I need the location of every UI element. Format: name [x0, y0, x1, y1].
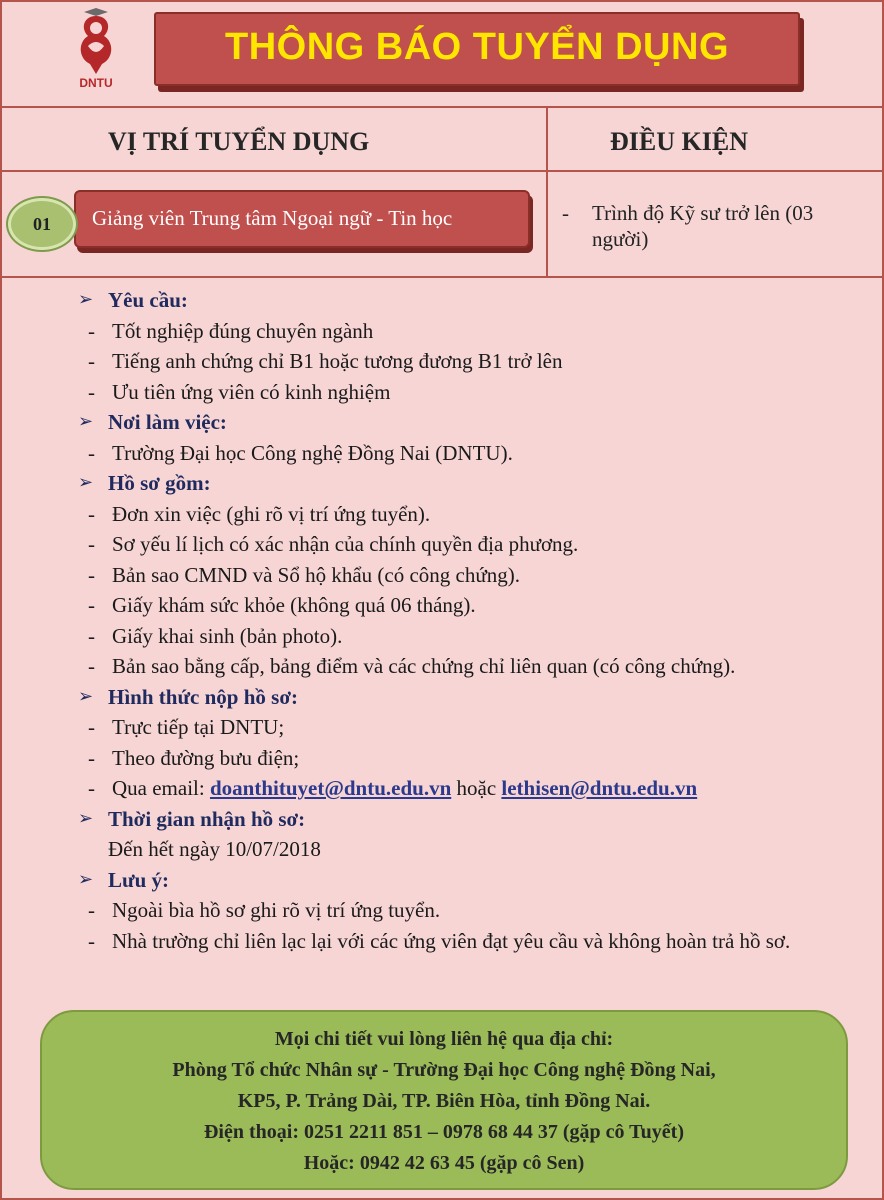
- list-item: - Giấy khám sức khỏe (không quá 06 tháng).: [88, 593, 476, 617]
- contact-phone: Hoặc: 0942 42 63 45 (gặp cô Sen): [303, 1152, 585, 1174]
- svg-text:DNTU: DNTU: [79, 76, 113, 90]
- documents-heading: ➢ Hồ sơ gồm:: [78, 468, 798, 499]
- list-item: - Sơ yếu lí lịch có xác nhận của chính quyền địa phương.: [88, 532, 579, 556]
- title-banner: [154, 12, 800, 86]
- list-item: - Ngoài bìa hồ sơ ghi rõ vị trí ứng tuyển.: [88, 898, 441, 922]
- page-title: THÔNG BÁO TUYỂN DỤNG: [225, 26, 729, 68]
- condition-dash: -: [562, 201, 569, 225]
- deadline-text: Đến hết ngày 10/07/2018: [108, 837, 321, 861]
- condition-column-header: ĐIỀU KIỆN: [610, 127, 748, 156]
- list-item: - Nhà trường chỉ liên lạc lại với các ứng viên đạt yêu cầu và không hoàn trả hồ sơ.: [88, 928, 791, 953]
- requirements-heading: ➢ Yêu cầu:: [78, 285, 798, 316]
- table-bottom-border: [2, 276, 882, 278]
- table-header-divider: [2, 170, 882, 172]
- submission-heading: ➢ Hình thức nộp hồ sơ:: [78, 682, 798, 713]
- notes-heading: ➢ Lưu ý:: [78, 865, 798, 896]
- contact-line: Phòng Tổ chức Nhân sự - Trường Đại học Công nghệ Đồng Nai,: [172, 1059, 716, 1081]
- list-item: - Tiếng anh chứng chỉ B1 hoặc tương đương B1 trở lên: [88, 349, 563, 373]
- table-column-divider: [546, 106, 548, 278]
- deadline-heading: ➢ Thời gian nhận hồ sơ:: [78, 804, 798, 835]
- arrow-bullet-icon: ➢: [78, 807, 94, 829]
- condition-text: Trình độ Kỹ sư trở lên (03 người): [592, 201, 814, 251]
- contact-line: KP5, P. Trảng Dài, TP. Biên Hòa, tỉnh Đồng Nai.: [237, 1090, 651, 1112]
- list-item: - Đơn xin việc (ghi rõ vị trí ứng tuyển).: [88, 501, 431, 526]
- email-link-2[interactable]: lethisen@dntu.edu.vn: [501, 776, 698, 800]
- list-item: - Tốt nghiệp đúng chuyên ngành: [88, 318, 374, 343]
- workplace-heading: ➢ Nơi làm việc:: [78, 407, 798, 438]
- list-item: - Trường Đại học Công nghệ Đồng Nai (DNTU).: [88, 440, 513, 465]
- details-section: [78, 285, 798, 956]
- contact-line: Mọi chi tiết vui lòng liên hệ qua địa chỉ:: [274, 1028, 614, 1050]
- position-title: Giảng viên Trung tâm Ngoại ngữ - Tin học: [92, 206, 453, 230]
- list-item: - Ưu tiên ứng viên có kinh nghiệm: [88, 379, 391, 404]
- position-column-header: VỊ TRÍ TUYỂN DỤNG: [108, 127, 370, 156]
- contact-box: [40, 1010, 848, 1190]
- list-item: - Bản sao bằng cấp, bảng điểm và các chứng chỉ liên quan (có công chứng).: [88, 654, 736, 678]
- row-number-badge: 01: [8, 198, 76, 250]
- arrow-bullet-icon: ➢: [78, 289, 94, 310]
- list-item: - Theo đường bưu điện;: [88, 745, 300, 770]
- logo-emblem-icon: [66, 8, 126, 90]
- dntu-logo: [66, 8, 126, 90]
- contact-phone: Điện thoại: 0251 2211 851 – 0978 68 44 37 (gặp cô Tuyết): [203, 1121, 685, 1143]
- list-item: - Giấy khai sinh (bản photo).: [88, 623, 343, 648]
- arrow-bullet-icon: ➢: [78, 868, 94, 890]
- table-top-border: [2, 106, 882, 108]
- arrow-bullet-icon: ➢: [78, 411, 94, 432]
- list-item: - Trực tiếp tại DNTU;: [88, 715, 285, 739]
- email-link-1[interactable]: doanthituyet@dntu.edu.vn: [209, 776, 452, 800]
- list-item: - Qua email: doanthituyet@dntu.edu.vn hoặc lethisen@dntu.edu.vn: [88, 776, 698, 800]
- position-label-box: [74, 190, 530, 248]
- arrow-bullet-icon: ➢: [78, 472, 94, 493]
- list-item: - Bản sao CMND và Sổ hộ khẩu (có công chứng).: [88, 562, 520, 587]
- arrow-bullet-icon: ➢: [78, 685, 94, 707]
